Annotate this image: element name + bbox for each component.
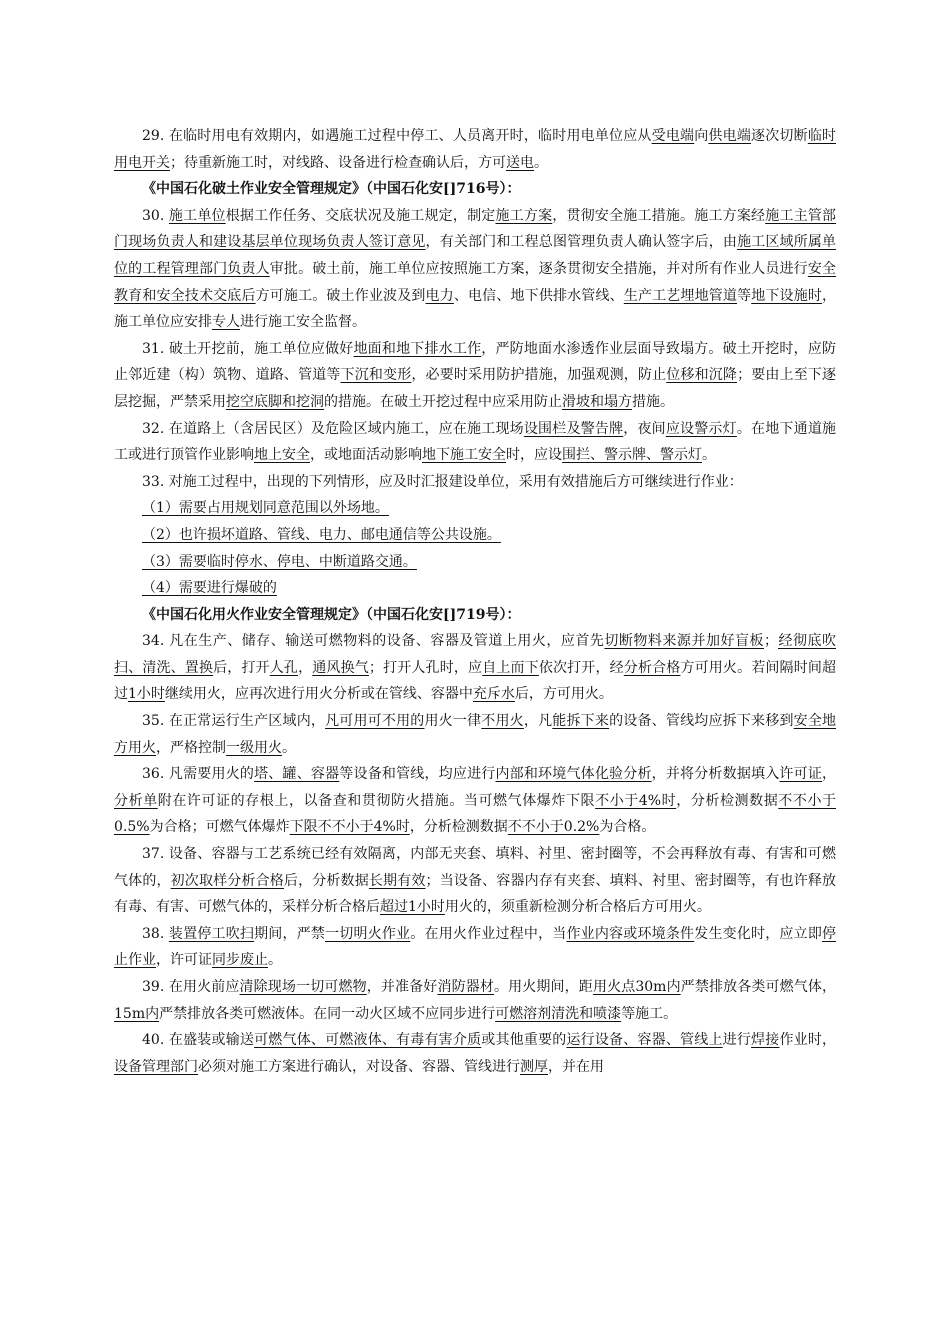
- answer-blank: 临时用电开关: [114, 128, 837, 171]
- text-run: 严禁排放各类可燃气体，: [680, 979, 837, 995]
- answer-blank: 消防器材: [437, 979, 494, 995]
- text-run: ；当设备、容器内存有夹套、填料、衬里、密封圈等，有也许释放有毒、有害、可燃气体的，采样分析合格后: [114, 872, 837, 916]
- answer-blank: 电力: [425, 287, 454, 304]
- answer-blank: 停止作业: [114, 925, 837, 969]
- text-run: ，贯彻安全施工措施。施工方案经: [552, 207, 766, 224]
- text-run: ，并将分析数据填入: [651, 766, 780, 783]
- answer-blank: 地下施工安全: [422, 447, 506, 464]
- answer-blank: 施工方案: [495, 207, 553, 224]
- answer-blank: 初次取样分析合格: [170, 872, 284, 889]
- text-run: ，夜间: [623, 420, 666, 437]
- text-run: ；打开人孔时，应: [368, 659, 483, 676]
- text-run: 为合格。: [599, 819, 656, 836]
- answer-blank: 专人: [212, 314, 240, 331]
- answer-blank: 超过1小时: [380, 899, 445, 916]
- list-item: [114, 549, 836, 576]
- answer-blank: （2）也许损坏道路、管线、电力、邮电通信等公共设施。: [142, 526, 501, 543]
- answer-blank: 清除现场一切可燃物: [239, 979, 367, 995]
- answer-blank: 施工主管部门现场负责人和建设基层单位现场负责人签订意见: [114, 207, 837, 251]
- section-heading: 《中国石化破土作业安全管理规定》（中国石化安[]716号）：: [142, 181, 521, 198]
- text-run: 为合格；可燃气体爆炸: [149, 819, 290, 836]
- answer-blank: （3）需要临时停水、停电、中断道路交通。: [142, 553, 417, 570]
- answer-blank: 设备管理部门: [114, 1058, 198, 1075]
- document-body: [114, 123, 836, 1080]
- answer-blank: 施工区域所属单位的工程管理部门负责人: [114, 234, 837, 277]
- paragraph: [114, 974, 836, 1027]
- section-heading: 《中国石化用火作业安全管理规定》（中国石化安[]719号）：: [142, 606, 521, 623]
- text-run: 35. 在正常运行生产区域内，: [142, 713, 326, 730]
- answer-blank: 挖空底脚和挖洞: [226, 393, 324, 410]
- text-run: ，分析检测数据: [676, 792, 779, 809]
- answer-blank: 滑坡和塌方: [562, 393, 632, 410]
- answer-blank: 人孔: [269, 659, 299, 676]
- text-run: ，并准备好: [366, 979, 438, 995]
- text-run: 等设备和管线，均应进行: [339, 766, 496, 783]
- text-run: 38.: [142, 925, 169, 942]
- answer-blank: 用火点30m内: [592, 979, 681, 995]
- text-run: 31. 破土开挖前，施工单位应做好: [142, 340, 354, 357]
- answer-blank: 地下设施时: [751, 287, 823, 304]
- answer-blank: 一切明火作业: [325, 925, 411, 942]
- answer-blank: 供电端: [708, 128, 752, 144]
- text-run: ，: [298, 659, 313, 676]
- paragraph: [114, 1027, 836, 1080]
- text-run: 严禁排放各类可燃液体。在同一动火区域不应同步进行: [159, 1005, 496, 1022]
- list-item: [114, 522, 836, 549]
- answer-blank: 生产工艺埋地管道: [623, 287, 738, 304]
- text-run: ，凡: [523, 713, 553, 730]
- answer-blank: 不小于4%时: [595, 792, 677, 809]
- answer-blank: 内部和环境气体化验分析: [495, 766, 652, 783]
- answer-blank: 装置停工吹扫: [168, 925, 255, 942]
- answer-blank: 下限不不小于4%时: [289, 819, 410, 836]
- answer-blank: 不用火: [481, 713, 524, 730]
- answer-blank: 送电: [506, 154, 534, 171]
- text-run: 等施工。: [621, 1005, 678, 1022]
- paragraph: [114, 336, 836, 416]
- answer-blank: 安全教育和安全技术交底后: [114, 260, 837, 304]
- text-run: 措施。: [632, 393, 674, 410]
- text-run: 方可施工。破土作业波及到: [255, 287, 426, 304]
- text-run: 审批。破土前，施工单位应按照施工方案，逐条贯彻安全措施，并对所有作业人员进行: [269, 260, 808, 277]
- answer-blank: 自上而下: [482, 659, 539, 676]
- text-run: 时，应设: [506, 447, 562, 464]
- text-run: 36. 凡需要用火的: [142, 766, 255, 783]
- answer-blank: 围拦、警示牌、警示灯: [562, 447, 702, 464]
- answer-blank: 切断物料来源并加好盲板: [604, 633, 764, 650]
- text-run: 。: [534, 154, 548, 171]
- text-run: 37. 设备、容器与工艺系统已经有效隔离，内部无夹套、填料、衬里、密封圈等，不会再释放有毒、有害和可燃气体的，: [114, 846, 836, 889]
- text-run: ，严防地面水渗透作业层面导致塌方。破土开挖时，应防止邻近建（构）筑物、道路、管道等: [114, 340, 837, 384]
- answer-blank: 长期有效: [368, 872, 426, 889]
- paragraph: [114, 628, 836, 708]
- text-run: ，严格控制: [156, 739, 226, 756]
- answer-blank: 应设警示灯: [665, 420, 737, 437]
- answer-blank: 运行设备、容器、管线上: [566, 1032, 723, 1049]
- paragraph: [114, 203, 836, 336]
- answer-blank: 施工单位: [168, 207, 226, 224]
- text-run: 等: [737, 287, 752, 304]
- text-run: 发生变化时，应立即: [694, 925, 823, 942]
- text-run: ；: [763, 633, 778, 650]
- answer-blank: 不不小于0.2%: [507, 819, 600, 836]
- answer-blank: 15m内: [114, 1005, 160, 1022]
- text-run: 逐次切断: [751, 128, 808, 144]
- text-run: 30.: [142, 207, 169, 224]
- answer-blank: 测厚: [520, 1058, 548, 1075]
- answer-blank: 许可证: [779, 766, 823, 783]
- text-run: 或其他重要的: [481, 1032, 567, 1049]
- text-run: 34. 凡在生产、储存、输送可燃物料的设备、容器及管道上用火，应首先: [142, 633, 605, 650]
- text-run: 后，打开: [213, 659, 270, 676]
- text-run: ，或地面活动影响: [310, 447, 422, 464]
- answer-blank: （4）需要进行爆破的: [142, 580, 277, 597]
- paragraph: [114, 416, 836, 469]
- text-run: 。: [702, 447, 716, 464]
- text-run: 29. 在临时用电有效期内，如遇施工过程中停工、人员离开时，临时用电单位应从: [142, 128, 652, 144]
- text-run: 。在地下通道施工或进行顶管作业影响: [114, 420, 837, 464]
- text-run: ，: [822, 766, 837, 783]
- text-run: ，并在用: [548, 1058, 604, 1075]
- text-run: ，分析检测数据: [409, 819, 508, 836]
- answer-blank: 分析单: [114, 792, 158, 809]
- answer-blank: 位移和沉降: [666, 367, 738, 384]
- paragraph: [114, 761, 836, 841]
- text-run: 依次打开，经: [538, 659, 624, 676]
- list-item: [114, 495, 836, 522]
- answer-blank: 下沉和变形: [340, 367, 412, 384]
- answer-blank: 地上安全: [254, 447, 310, 464]
- text-run: 向: [694, 128, 709, 144]
- text-run: ，施工单位应安排: [114, 287, 837, 331]
- text-run: 方可用火。若间隔时间超过: [114, 659, 837, 703]
- answer-blank: 不不小于0.5%: [114, 792, 837, 836]
- text-run: 作业时，: [779, 1032, 837, 1049]
- answer-blank: 能拆下来: [552, 713, 610, 730]
- text-run: ；要由上至下逐层挖掘，严禁采用: [114, 367, 837, 410]
- text-run: ，许可证: [156, 952, 212, 969]
- text-run: 。用火期间，距: [493, 979, 593, 995]
- list-item: [114, 575, 836, 602]
- text-run: 用火一律: [424, 713, 482, 730]
- text-run: 的设备、管线均应拆下来移到: [609, 713, 794, 730]
- answer-blank: 焊接: [751, 1032, 780, 1049]
- text-run: 40. 在盛装或输送: [142, 1032, 255, 1049]
- text-run: 用火的，须重新检测分析合格后方可用火。: [444, 899, 711, 916]
- text-run: 继续用火，应再次进行用火分析或在管线、容器中: [164, 686, 473, 703]
- answer-blank: 凡可用可不用的: [325, 713, 425, 730]
- text-run: 根据工作任务、交底状况及施工规定，制定: [225, 207, 496, 224]
- text-run: 后，分析数据: [283, 872, 369, 889]
- text-run: 期间，严禁: [254, 925, 326, 942]
- answer-blank: 经彻底吹扫、清洗、置换: [114, 633, 837, 676]
- text-run: 32. 在道路上（含居民区）及危险区域内施工，应在施工现场: [142, 420, 524, 437]
- answer-blank: 安全地方用火: [114, 713, 837, 756]
- text-run: 33. 对施工过程中，出现的下列情形，应及时汇报建设单位，采用有效措施后方可继续进行作业：: [142, 473, 743, 490]
- text-run: 。: [268, 952, 282, 969]
- answer-blank: 设围栏及警告牌: [523, 420, 624, 437]
- text-run: 的措施。在破土开挖过程中应采用防止: [324, 393, 562, 410]
- text-run: ，有关部门和工程总图管理负责人确认签字后，由: [425, 234, 738, 251]
- answer-blank: 受电端: [651, 128, 695, 144]
- answer-blank: 可燃溶剂清洗和喷漆: [495, 1005, 622, 1022]
- paragraph: [114, 469, 836, 496]
- text-run: 进行施工安全监督。: [240, 314, 366, 331]
- answer-blank: 分析合格: [623, 659, 681, 676]
- answer-blank: 作业内容或环境条件: [566, 925, 695, 942]
- answer-blank: 通风换气: [312, 659, 369, 676]
- answer-blank: 充斥水: [472, 686, 515, 703]
- answer-blank: 1小时: [128, 686, 165, 703]
- answer-blank: 同步废止: [212, 952, 268, 969]
- text-run: 进行: [722, 1032, 752, 1049]
- text-run: 、电信、地下供排水管线、: [453, 287, 624, 304]
- paragraph: [114, 708, 836, 761]
- paragraph: [114, 921, 836, 974]
- text-run: 必须对施工方案进行确认，对设备、容器、管线进行: [198, 1058, 520, 1075]
- paragraph: [114, 841, 836, 921]
- text-run: 附在许可证的存根上，以备查和贯彻防火措施。当可燃气体爆炸下限: [157, 792, 596, 809]
- answer-blank: 塔、罐、容器: [254, 766, 340, 783]
- text-run: 。: [282, 739, 296, 756]
- answer-blank: （1）需要占用规划同意范围以外场地。: [142, 500, 389, 517]
- text-run: 。在用火作业过程中，当: [410, 925, 567, 942]
- text-run: 39. 在用火前应: [142, 979, 240, 995]
- text-run: 后，方可用火。: [514, 686, 613, 703]
- text-run: ，必要时采用防护措施，加强观测，防止: [411, 367, 667, 384]
- answer-blank: 可燃气体、可燃液体、有毒有害介质: [254, 1032, 482, 1049]
- paragraph: [114, 123, 836, 176]
- answer-blank: 一级用火: [226, 739, 282, 756]
- answer-blank: 地面和地下排水工作: [353, 340, 482, 357]
- text-run: ；待重新施工时，对线路、设备进行检查确认后，方可: [170, 154, 506, 171]
